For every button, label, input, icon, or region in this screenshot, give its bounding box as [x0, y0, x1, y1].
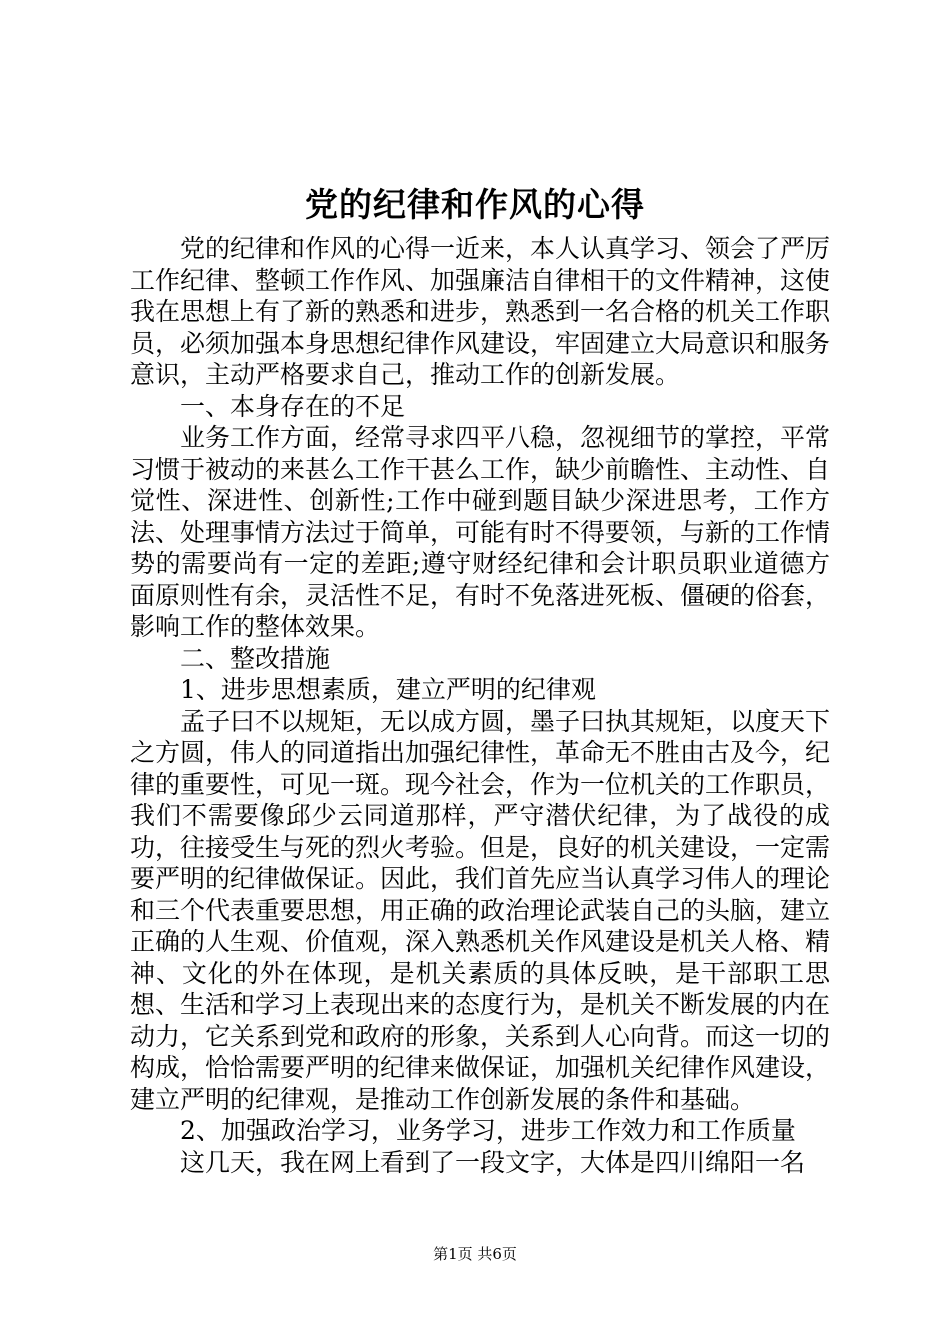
- paragraph-intro: 党的纪律和作风的心得一近来，本人认真学习、领会了严厉工作纪律、整顿工作作风、加强廉洁自律相干的文件精神，这使我在思想上有了新的熟悉和进步，熟悉到一名合格的机关工作职员，必须加强本身思想纪律作风建设，牢固建立大局意识和服务意识，主动严格要求自己，推动工作的创新发展。: [130, 234, 831, 389]
- document-body: [130, 233, 830, 1178]
- document-title: 党的纪律和作风的心得: [305, 185, 645, 224]
- heading-shortcomings: 一、本身存在的不足: [180, 391, 406, 421]
- paragraph-shortcomings: 业务工作方面，经常寻求四平八稳，忽视细节的掌控，平常习惯于被动的来甚么工作干甚么工作，缺少前瞻性、主动性、自觉性、深进性、创新性;工作中碰到题目缺少深进思考，工作方法、处理事情方法过于简单，可能有时不得要领，与新的工作情势的需要尚有一定的差距;遵守财经纪律和会计职员职业道德方面原则性有余，灵活性不足，有时不免落进死板、僵硬的俗套，影响工作的整体效果。: [130, 423, 831, 641]
- subheading-discipline: 1、进步思想素质，建立严明的纪律观: [180, 675, 596, 704]
- subheading-study: 2、加强政治学习，业务学习，进步工作效力和工作质量: [180, 1116, 796, 1145]
- page-number-footer: 第1页 共6页: [433, 1245, 517, 1263]
- paragraph-discipline: 孟子曰不以规矩，无以成方圆，墨子曰执其规矩，以度天下之方圆，伟人的同道指出加强纪律性，革命无不胜由古及今，纪律的重要性，可见一斑。现今社会，作为一位机关的工作职员，我们不需要像邱少云同道那样，严守潜伏纪律，为了战役的成功，往接受生与死的烈火考验。但是，良好的机关建设，一定需要严明的纪律做保证。因此，我们首先应当认真学习伟人的理论和三个代表重要思想，用正确的政治理论武装自己的头脑，建立正确的人生观、价值观，深入熟悉机关作风建设是机关人格、精神、文化的外在体现，是机关素质的具体反映，是干部职工思想、生活和学习上表现出来的态度行为，是机关不断发展的内在动力，它关系到党和政府的形象，关系到人心向背。而这一切的构成，恰恰需要严明的纪律来做保证，加强机关纪律作风建设，建立严明的纪律观，是推动工作创新发展的条件和基础。: [130, 706, 831, 1114]
- paragraph-study: 这几天，我在网上看到了一段文字，大体是四川绵阳一名: [180, 1147, 806, 1177]
- heading-measures: 二、整改措施: [180, 643, 331, 673]
